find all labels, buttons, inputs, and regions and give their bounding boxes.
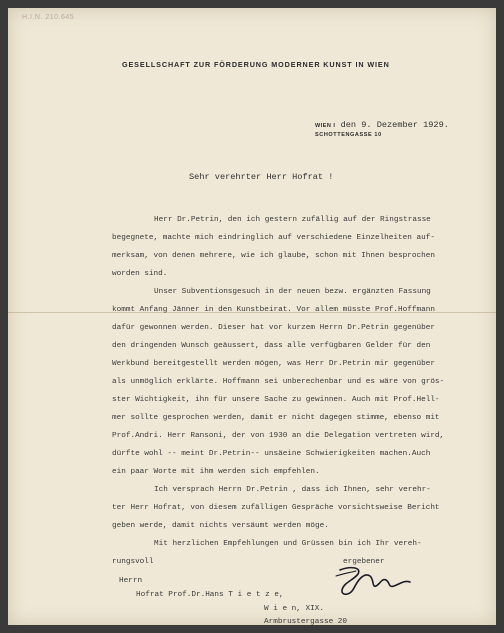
paragraph-line: worden sind. <box>112 270 168 278</box>
closing-line: Mit herzlichen Empfehlungen und Grüssen bin ich Ihr vereh- <box>154 540 422 548</box>
handwritten-signature <box>328 562 412 602</box>
paragraph-line: Herr Dr.Petrin, den ich gestern zufällig auf der Ringstrasse <box>154 216 431 224</box>
closing-line: rungsvoll <box>112 558 154 566</box>
paragraph-line: mer sollte gesprochen werden, damit er nicht dagegen stimme, ebenso mit <box>112 414 440 422</box>
paragraph-line: merksam, von denen mehrere, wie ich glaube, schon mit Ihnen besprochen <box>112 252 435 260</box>
paragraph-line: Unser Subventionsgesuch in der neuen bezw. ergänzten Fassung <box>154 288 431 296</box>
paragraph-line: geben werde, damit nichts versäumt werden möge. <box>112 522 329 530</box>
paragraph-line: Werkbund bereitgestellt werden mögen, was Herr Dr.Petrin mir gegenüber <box>112 360 435 368</box>
paragraph-line: dafür gewonnen werden. Dieser hat vor kurzem Herrn Dr.Petrin gegenüber <box>112 324 435 332</box>
paragraph-line: den dringenden Wunsch geäussert, dass alle verfügbaren Gelder für den <box>112 342 431 350</box>
closing-signoff: ergebener <box>343 558 385 566</box>
recipient-street: Armbrustergasse 20 <box>264 618 348 626</box>
place-label: WIEN I <box>315 123 336 129</box>
paragraph-line: kommt Anfang Jänner in den Kunstbeirat. Vor allem müsste Prof.Hoffmann <box>112 306 435 314</box>
paragraph-line: Prof.Andri. Herr Ransoni, der von 1930 an die Delegation vertreten wird, <box>112 432 445 440</box>
archive-number: H.I.N. 210.645 <box>22 14 75 21</box>
letter-date: den 9. Dezember 1929. <box>340 120 449 130</box>
paragraph-line: begegnete, machte mich eindringlich auf verschiedene Einzelheiten auf- <box>112 234 435 242</box>
paragraph-line: als unmöglich erklärte. Hoffmann sei unberechenbar und es wäre von grös- <box>112 378 445 386</box>
recipient-line: Herrn <box>119 577 143 585</box>
paragraph-line: ter Herr Hofrat, von diesem zufälligen Gespräche vorsichtsweise Bericht <box>112 504 440 512</box>
paragraph-line: ein paar Worte mit ihm werden sich empfehlen. <box>112 468 320 476</box>
recipient-name: Hofrat Prof.Dr.Hans T i e t z e, <box>136 591 284 599</box>
paragraph-line: dürfte wohl -- meint Dr.Petrin-- unsäeine Schwierigkeiten machen.Auch <box>112 450 431 458</box>
salutation: Sehr verehrter Herr Hofrat ! <box>189 172 334 182</box>
place-date <box>315 120 449 130</box>
paragraph-line: Ich versprach Herrn Dr.Petrin , dass ich Ihnen, sehr verehr- <box>154 486 431 494</box>
letter-sheet <box>8 8 496 625</box>
paragraph-line: ster Wichtigkeit, ihn für unsere Sache zu gewinnen. Auch mit Prof.Hell- <box>112 396 440 404</box>
sender-address: SCHOTTENGASSE 10 <box>315 132 382 138</box>
letterhead: GESELLSCHAFT ZUR FÖRDERUNG MODERNER KUNST IN WIEN <box>122 60 390 69</box>
recipient-city: W i e n, XIX. <box>264 605 324 613</box>
